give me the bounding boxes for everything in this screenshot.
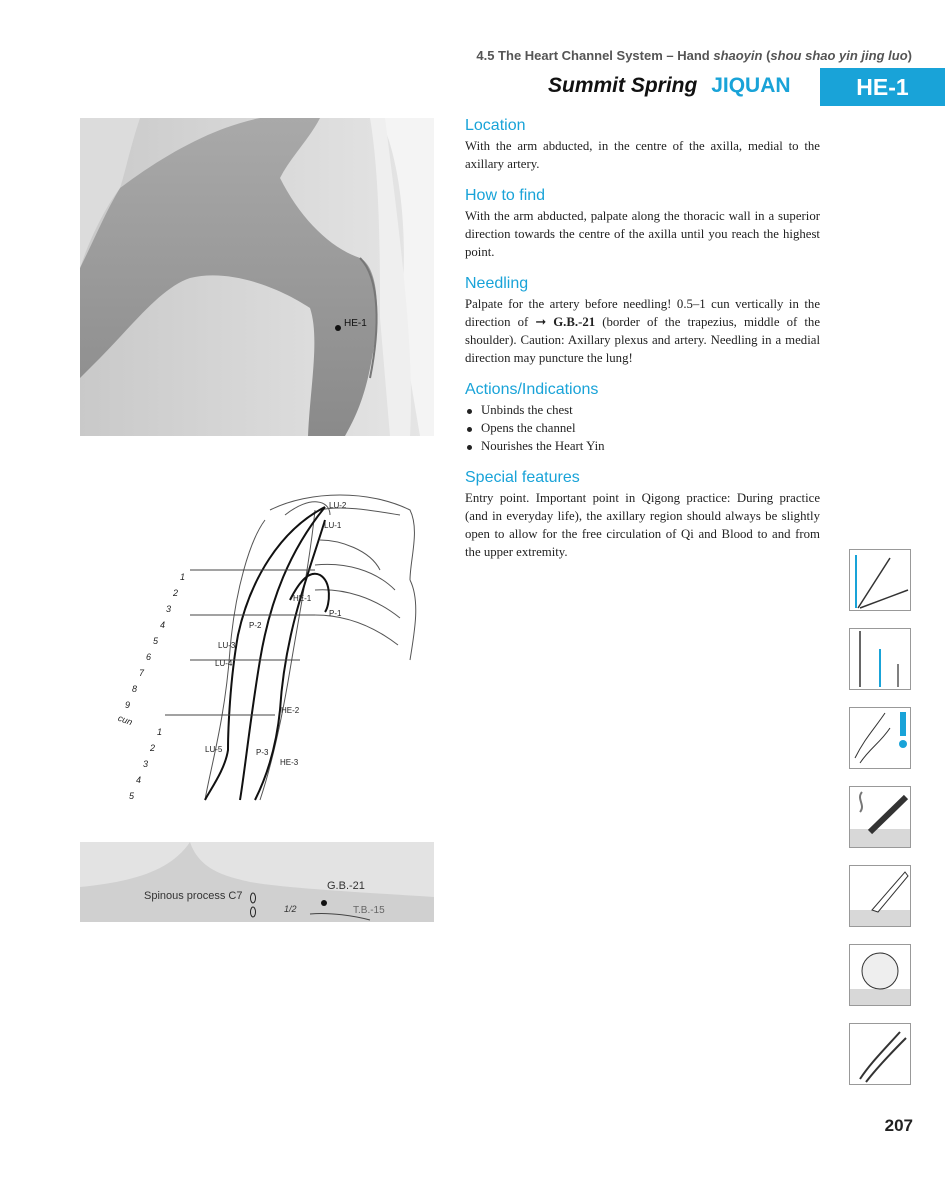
- neck-figure: [80, 842, 434, 922]
- text-column: [465, 116, 820, 561]
- he2-label: HE-2: [281, 706, 300, 715]
- arrow-icon: ➞: [535, 315, 547, 329]
- p1-label: P-1: [329, 609, 342, 618]
- point-english-name: Summit Spring: [548, 74, 698, 97]
- lu3-label: LU-3: [218, 641, 236, 650]
- actions-list: [465, 401, 820, 455]
- list-item: Nourishes the Heart Yin: [465, 437, 820, 455]
- he1-diagram-label: HE-1: [293, 594, 312, 603]
- list-item: Unbinds the chest: [465, 401, 820, 419]
- diagram-point-labels: [110, 470, 440, 810]
- point-code-badge: HE-1: [820, 68, 945, 106]
- how-to-find-section: [465, 186, 820, 261]
- he3-label: HE-3: [280, 758, 299, 767]
- half-label: 1/2: [284, 904, 297, 914]
- scale-upper: 1 2 3 4 5 6 7 8 9: [125, 572, 186, 710]
- gb21-reference: G.B.-21: [553, 315, 596, 329]
- location-section: [465, 116, 820, 173]
- gb21-label: G.B.-21: [327, 880, 365, 892]
- special-text: Entry point. Important point in Qigong practice: During practice (and in everyday life), the axillary region should always be slightly open to allow for the free circulation of Qi and Blood to and from the upper extremity.: [465, 491, 820, 559]
- needle-depth-icon: [849, 628, 911, 690]
- tb15-label: T.B.-15: [353, 905, 385, 916]
- cupping-icon: [849, 944, 911, 1006]
- scale-unit: cun: [116, 712, 134, 728]
- hand-bones-icon: [849, 1023, 911, 1085]
- special-heading: Special features: [465, 469, 580, 486]
- needling-heading: Needling: [465, 275, 529, 292]
- lu2-label: LU-2: [329, 501, 347, 510]
- caution-anatomy-icon: [849, 707, 911, 769]
- p3-label: P-3: [256, 748, 269, 757]
- p2-label: P-2: [249, 621, 262, 630]
- moxibustion-icon: [849, 786, 911, 848]
- location-heading: Location: [465, 117, 526, 134]
- needle-angle-icon: [849, 549, 911, 611]
- needling-section: [465, 274, 820, 367]
- lu1-label: LU-1: [324, 521, 342, 530]
- location-text: With the arm abducted, in the centre of the axilla, medial to the axillary artery.: [465, 139, 820, 171]
- lu4-label: LU-4: [215, 659, 233, 668]
- chapter-heading: 4.5 The Heart Channel System – Hand shaoyin (shou shao yin jing luo): [476, 48, 912, 63]
- actions-heading: Actions/Indications: [465, 381, 599, 398]
- channel-diagram: [110, 470, 440, 810]
- he1-photo-label: HE-1: [344, 318, 367, 329]
- point-pinyin-name: JIQUAN: [711, 74, 791, 97]
- he1-photo-dot: [335, 325, 341, 331]
- arm-photo: [80, 118, 434, 436]
- needling-text: Palpate for the artery before needling! 0.5–1 cun vertically in the direction of ➞ G.B.-21 (border of the trapezius, middle of the shoulder). Caution: Axillary plexus and artery. Needling in a medial direction may puncture the lung!: [465, 297, 821, 365]
- special-section: [465, 468, 820, 561]
- page-number: 207: [884, 1116, 913, 1135]
- how-to-find-text: With the arm abducted, palpate along the thoracic wall in a superior direction towards the centre of the axilla until you reach the highest point.: [465, 209, 820, 259]
- how-to-find-heading: How to find: [465, 187, 546, 204]
- lu5-label: LU-5: [205, 745, 223, 754]
- scale-lower: 1 2 3 4 5: [129, 727, 163, 801]
- list-item: Opens the channel: [465, 419, 820, 437]
- spinous-label: Spinous process C7: [144, 890, 243, 902]
- actions-section: [465, 380, 820, 455]
- needle-insertion-icon: [849, 865, 911, 927]
- point-title: [548, 74, 791, 98]
